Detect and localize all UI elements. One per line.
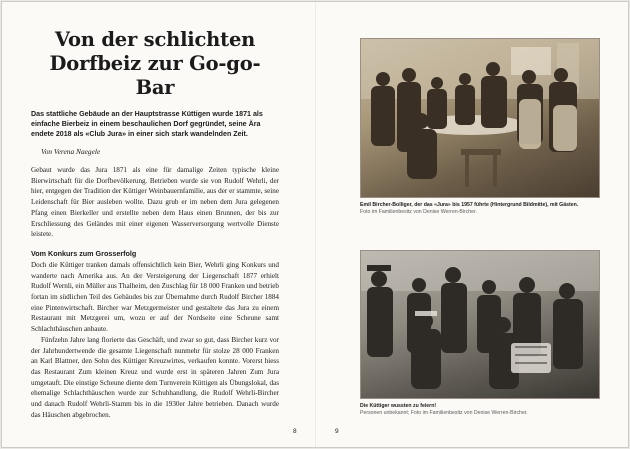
photo-restaurant-guests: [360, 38, 600, 198]
article-title: Von der schlichten Dorfbeiz zur Go-go-Bar: [49, 28, 261, 99]
left-page: [31, 28, 279, 420]
photo-1-credit: Foto im Familienbesitz von Denise Werren-Bircher.: [360, 209, 477, 215]
photo-1-caption: [360, 202, 602, 216]
photo-2-caption-text: Die Küttiger wussten zu feiern!: [360, 403, 437, 409]
book-spread: [2, 2, 628, 447]
photo-illustration: [361, 251, 599, 398]
body-paragraph-2: Doch die Küttiger tranken damals offensichtlich kein Bier, Wehrli ging Konkurs und wanderte nach Amerika aus. An der Versteigerung der Liegenschaft 1877 erhielt Rudolf Wernli, ein Müller aus Thalheim, den Zuschlag für 18 000 Franken und betrieb fortan im südlichen Teil des Gebäudes bis zur Übernahme durch Rudolf Bircher 1884 eine Pintenwirtschaft. Bircher war Metzgermeister und gestaltete das Jura zu einem Restaurant mit Metzgerei um, wozu er auf der Nordseite eine Scheune samt Schlachthäuschen anbaute.: [31, 260, 279, 334]
article-lead: Das stattliche Gebäude an der Hauptstrasse Küttigen wurde 1871 als einfache Bierbeiz in einem beschaulichen Dorf gegründet, seine Ära endete 2018 als «Club Jura» in einer sich stark wandelnden Zeit.: [31, 110, 263, 138]
photo-2-caption: [360, 403, 602, 417]
page-number-left: 8: [293, 428, 297, 435]
section-subheading: Vom Konkurs zum Grosserfolg: [31, 248, 137, 258]
photo-party-group: [360, 250, 600, 399]
author-byline: Von Verena Naegele: [41, 147, 101, 156]
right-page: [360, 38, 602, 417]
page-number-right: 9: [335, 428, 339, 435]
body-paragraph-1: Gebaut wurde das Jura 1871 als eine für damalige Zeiten typische kleine Bierwirtschaft für die Dorfbevölkerung. Betrieben wurde sie von Rudolf Wehrli, der hier, entgegen der Tradition der Küttiger Weinbauernfamilie, aus der er stammte, seine Leidenschaft für Bier ausleben wollte. Dazu grub er im neben dem Jura gelegenen Pfang einen Bierkeller und erstellte neben dem Haus einen Brunnen, der bis zur Erschliessung des Geländes mit einer eigenen Wasserversorgung wertvolle Dienste leistete.: [31, 166, 279, 239]
photo-2-credit: Personen unbekannt; Foto im Familienbesitz von Denise Werren-Bircher.: [360, 410, 528, 416]
page-gutter: [315, 2, 316, 447]
photo-1-caption-text: Emil Bircher-Bolliger, der das «Jura» bis 1957 führte (Hintergrund Bildmitte), mit Gästen.: [360, 202, 579, 208]
body-paragraph-3: Fünfzehn Jahre lang florierte das Geschäft, und zwar so gut, dass Bircher kurz vor der Jahrhundertwende die gesamte Liegenschaft nunmehr für stolze 28 000 Franken an Karl Blattner, den Sohn des Küttiger Kreuzwirtes, verkaufen konnte. Vorerst hiess das Restaurant Zum kleinen Kreuz und wurde erst in späteren Jahren Zum Jura umgetauft. Die einstige Scheune diente dem Turnverein Küttigen als Übungslokal, das ehemalige Schlachthäuschen wurde zur Schuhhandlung, die Rudolf Wehrli-Bircher und danach Rudolf Wehrli-Stamm bis in die 1930er Jahre betrieben. Danach wurde das Häuschen abgebrochen.: [31, 335, 279, 419]
photo-illustration: [361, 39, 599, 197]
